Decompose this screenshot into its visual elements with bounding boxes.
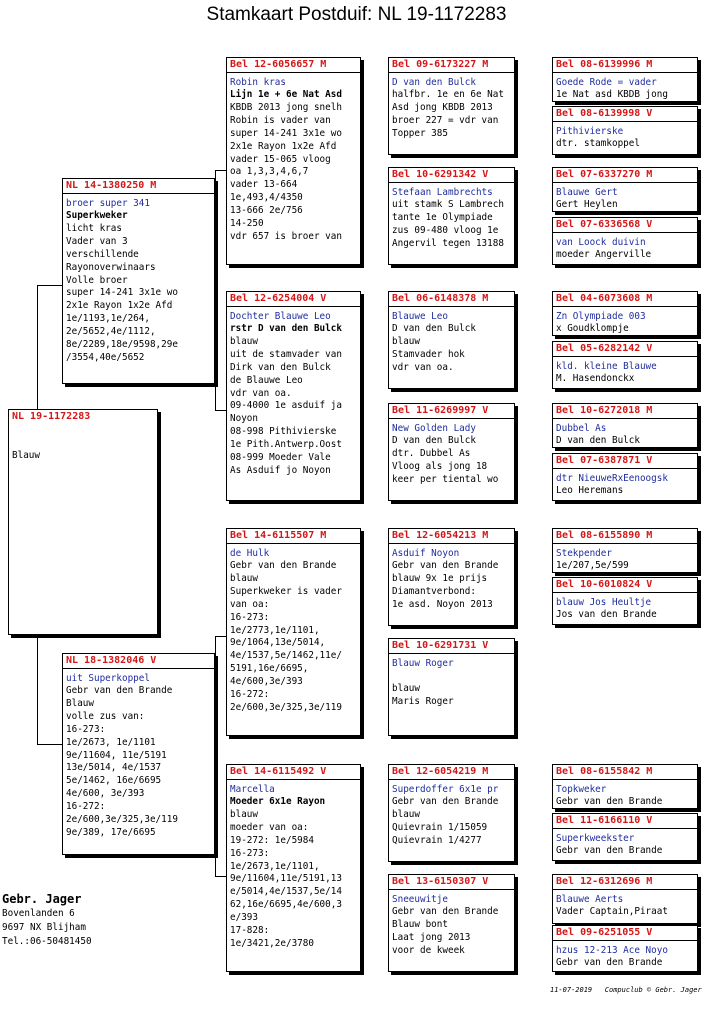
ring-number: Bel 05-6282142 V xyxy=(553,342,697,357)
note: /3554,40e/5652 xyxy=(66,351,145,363)
note: Gebr van den Brande xyxy=(392,906,499,917)
connector xyxy=(215,170,226,171)
note: Stamvader hok xyxy=(392,348,465,360)
note: Gebr van den Brande xyxy=(556,845,663,856)
note: Gebr van den Brande xyxy=(556,796,663,807)
note: 5e/1462, 16e/6695 xyxy=(66,775,162,787)
ring-number: Bel 08-6155890 M xyxy=(553,529,697,544)
pigeon-name: Stekpender xyxy=(556,548,612,559)
note: Superkweker is vader xyxy=(230,585,342,597)
pigeon-name: kld. kleine Blauwe xyxy=(556,361,657,372)
owner-street: Bovenlanden 6 xyxy=(2,908,75,919)
note: Blauw xyxy=(66,697,94,709)
note: 17-828: xyxy=(230,925,270,937)
note: Gebr van den Brande xyxy=(230,560,337,571)
note: blauw xyxy=(392,808,420,820)
pedigree-card-gen4[interactable] xyxy=(552,167,698,212)
pigeon-name: Superdoffer 6x1e pr xyxy=(392,784,499,795)
note: 16-273: xyxy=(230,847,270,859)
pedigree-card-gen2[interactable] xyxy=(226,528,361,736)
pigeon-name: dtr NieuweRxEenoogsk xyxy=(556,473,668,484)
ring-number: Bel 08-6139996 M xyxy=(553,58,697,73)
note: zus 09-480 vloog 1e xyxy=(392,224,499,236)
note: blauw xyxy=(230,808,258,820)
ring-number: Bel 12-6254004 V xyxy=(227,292,360,307)
note: 1e/2673,1e/1101, xyxy=(230,860,320,872)
pigeon-name: Dubbel As xyxy=(556,423,607,434)
pedigree-card-gen4[interactable] xyxy=(552,577,698,625)
color: Blauw xyxy=(12,450,40,461)
note: 9e/389, 17e/6695 xyxy=(66,826,156,838)
note: 1e/3421,2e/3780 xyxy=(230,937,314,949)
ring-number: NL 14-1380250 M xyxy=(63,179,214,194)
note: 1e Pith.Antwerp.Oost xyxy=(230,439,342,451)
note: D van den Bulck xyxy=(392,323,476,334)
note: super 14-241 3x1e wo xyxy=(230,127,342,139)
pigeon-name: Blauwe Aerts xyxy=(556,894,624,905)
note: 19-272: 1e/5984 xyxy=(230,834,314,846)
footer-credit: 11-07-2019 Compuclub © Gebr. Jager xyxy=(550,986,702,994)
pedigree-card-father[interactable] xyxy=(62,178,215,384)
note: 2e/5652,4e/1112, xyxy=(66,326,156,338)
pedigree-card-gen3[interactable] xyxy=(388,291,515,389)
note: Blauw bont xyxy=(392,918,448,930)
note: e/393 xyxy=(230,912,258,924)
note: blauw xyxy=(230,335,258,347)
pedigree-card-gen3[interactable] xyxy=(388,403,515,501)
pedigree-card-gen2[interactable] xyxy=(226,291,361,501)
pedigree-card-subject[interactable] xyxy=(8,409,158,635)
pigeon-name: Sneeuwitje xyxy=(392,894,448,905)
ring-number: Bel 04-6073608 M xyxy=(553,292,697,307)
note: 16-273: xyxy=(230,611,270,623)
note: 16-272: xyxy=(66,801,106,813)
owner-block xyxy=(2,891,92,949)
ring-number: Bel 07-6337270 M xyxy=(553,168,697,183)
pigeon-name: Superkweekster xyxy=(556,833,635,844)
pedigree-card-gen4[interactable] xyxy=(552,528,698,573)
owner-city: 9697 NX Blijham xyxy=(2,922,86,933)
note: Gert Heylen xyxy=(556,199,618,210)
note: 2x1e Rayon 1x2e Afd xyxy=(230,140,337,152)
note: 9e/11604,11e/5191,13 xyxy=(230,873,342,885)
ring-number: Bel 10-6010824 V xyxy=(553,578,697,593)
pigeon-name: blauw Jos Heultje xyxy=(556,597,652,608)
note: moeder van oa: xyxy=(230,821,309,833)
note: 13e/5014, 4e/1537 xyxy=(66,762,162,774)
pigeon-name: Marcella xyxy=(230,784,275,795)
connector xyxy=(215,410,226,411)
note: As Asduif jo Noyon xyxy=(230,464,331,476)
pigeon-name: de Hulk xyxy=(230,548,270,559)
note: Diamantverbond: xyxy=(392,585,476,597)
pedigree-card-gen4[interactable] xyxy=(552,341,698,389)
pigeon-name: Asduif Noyon xyxy=(392,548,460,559)
note: 14-250 xyxy=(230,218,264,230)
note: Leo Heremans xyxy=(556,485,624,496)
pedigree-card-gen3[interactable] xyxy=(388,57,515,155)
owner-name: Gebr. Jager xyxy=(2,892,82,906)
note: Vader van 3 xyxy=(66,235,128,247)
note: 1e Nat asd KBDB jong xyxy=(556,89,668,100)
note: vdr van oa. xyxy=(392,361,454,373)
ring-number: Bel 07-6387871 V xyxy=(553,454,697,469)
note: blauw 9x 1e prijs xyxy=(392,572,488,584)
note: Moeder 6x1e Rayon xyxy=(230,796,326,807)
note: e/5014,4e/1537,5e/14 xyxy=(230,886,342,898)
note: Rayonoverwinaars xyxy=(66,261,156,273)
note: blauw xyxy=(230,572,258,584)
note: 4e/1537,5e/1462,11e/ xyxy=(230,650,342,662)
note: Quievrain 1/4277 xyxy=(392,834,482,846)
note: 2e/600,3e/325,3e/119 xyxy=(66,814,178,826)
pedigree-card-gen4[interactable] xyxy=(552,57,698,102)
pigeon-name: Blauw Roger xyxy=(392,658,454,669)
pigeon-name: van Loock duivin xyxy=(556,237,646,248)
note: vader 13-664 xyxy=(230,179,298,191)
note: 1e/2673, 1e/1101 xyxy=(66,736,156,748)
ring-number: Bel 08-6155842 M xyxy=(553,765,697,780)
note: uit de stamvader van xyxy=(230,348,342,360)
note: tante 1e Olympiade xyxy=(392,211,493,223)
note: KBDB 2013 jong snelh xyxy=(230,101,342,113)
pigeon-name: Blauwe Gert xyxy=(556,187,618,198)
note: vader 15-065 vloog xyxy=(230,153,331,165)
pigeon-name: New Golden Lady xyxy=(392,423,476,434)
note: D van den Bulck xyxy=(556,435,640,446)
ring-number: Bel 08-6139998 V xyxy=(553,107,697,122)
ring-number: Bel 14-6115507 M xyxy=(227,529,360,544)
pigeon-name: Stefaan Lambrechts xyxy=(392,187,493,198)
note: dtr. Dubbel As xyxy=(392,447,471,459)
pedigree-card-gen3[interactable] xyxy=(388,638,515,736)
note: 08-999 Moeder Vale xyxy=(230,452,331,464)
ring-number: Bel 06-6148378 M xyxy=(389,292,514,307)
note: 1e/207,5e/599 xyxy=(556,560,629,571)
note: Vloog als jong 18 xyxy=(392,460,488,472)
pigeon-name: uit Superkoppel xyxy=(66,673,150,684)
note: halfbr. 1e en 6e Nat xyxy=(392,89,504,100)
pigeon-name: D van den Bulck xyxy=(392,77,476,88)
connector xyxy=(215,170,216,410)
pigeon-name: Pithivierske xyxy=(556,126,624,137)
ring-number: NL 18-1382046 V xyxy=(63,654,214,669)
note: de Blauwe Leo xyxy=(230,374,303,386)
pigeon-name: Dochter Blauwe Leo xyxy=(230,311,331,322)
note: 9e/11604, 11e/5191 xyxy=(66,749,167,761)
note: licht kras xyxy=(66,222,122,234)
ring-number: Bel 07-6336568 V xyxy=(553,218,697,233)
pedigree-card-gen3[interactable] xyxy=(388,764,515,862)
note: Quievrain 1/15059 xyxy=(392,821,488,833)
note: volle zus van: xyxy=(66,710,145,722)
note: dtr. stamkoppel xyxy=(556,138,640,149)
note: oa 1,3,3,4,6,7 xyxy=(230,166,309,178)
pedigree-card-gen3[interactable] xyxy=(388,874,515,972)
note: 1e/2773,1e/1101, xyxy=(230,624,320,636)
note: 9e/1064,13e/5014, xyxy=(230,637,326,649)
note: Asd jong KBDB 2013 xyxy=(392,101,493,113)
note: vdr 657 is broer van xyxy=(230,230,342,242)
pedigree-card-gen4[interactable] xyxy=(552,764,698,809)
page-title: Stamkaart Postduif: NL 19-1172283 xyxy=(206,4,507,25)
pedigree-card-gen4[interactable] xyxy=(552,403,698,448)
note: van oa: xyxy=(230,598,270,610)
note: broer 227 = vdr van xyxy=(392,114,499,126)
ring-number: Bel 12-6054219 M xyxy=(389,765,514,780)
pigeon-name: Robin kras xyxy=(230,77,286,88)
note: rstr D van den Bulck xyxy=(230,323,342,334)
note: 1e asd. Noyon 2013 xyxy=(392,598,493,610)
note: Angervil tegen 13188 xyxy=(392,237,504,249)
note: blauw xyxy=(392,335,420,347)
note: 8e/2289,18e/9598,29e xyxy=(66,339,178,351)
note: 16-273: xyxy=(66,723,106,735)
note: Noyon xyxy=(230,413,258,425)
note: 16-272: xyxy=(230,689,270,701)
ring-number: Bel 11-6166110 V xyxy=(553,814,697,829)
note: Volle broer xyxy=(66,274,128,286)
note: Vader Captain,Piraat xyxy=(556,906,668,917)
note: D van den Bulck xyxy=(392,435,476,446)
note: Gebr van den Brande xyxy=(66,685,173,696)
note: 2x1e Rayon 1x2e Afd xyxy=(66,300,173,312)
pedigree-card-gen3[interactable] xyxy=(388,167,515,265)
note: Jos van den Brande xyxy=(556,609,657,620)
note: Laat jong 2013 xyxy=(392,931,471,943)
pigeon-name: Goede Rode = vader xyxy=(556,77,657,88)
note: moeder Angerville xyxy=(556,249,652,260)
note: 1e/1193,1e/264, xyxy=(66,313,150,325)
ring-number: Bel 10-6291731 V xyxy=(389,639,514,654)
note: 4e/600,3e/393 xyxy=(230,676,303,688)
ring-number: Bel 10-6272018 M xyxy=(553,404,697,419)
connector xyxy=(37,285,63,286)
pigeon-name: Blauwe Leo xyxy=(392,311,448,322)
ring-number: NL 19-1172283 xyxy=(12,411,91,422)
pedigree-card-gen4[interactable] xyxy=(552,217,698,265)
note: Topper 385 xyxy=(392,127,448,139)
pigeon-name: hzus 12-213 Ace Noyo xyxy=(556,945,668,956)
connector xyxy=(37,285,38,413)
note: verschillende xyxy=(66,248,139,260)
note: Gebr van den Brande xyxy=(556,957,663,968)
connector xyxy=(215,636,216,876)
ring-number: Bel 14-6115492 V xyxy=(227,765,360,780)
pedigree-card-gen4[interactable] xyxy=(552,925,698,972)
ring-number: Bel 12-6056657 M xyxy=(227,58,360,73)
ring-number: Bel 12-6312696 M xyxy=(553,875,697,890)
note: blauw xyxy=(392,683,420,694)
note: M. Hasendonckx xyxy=(556,373,635,384)
note: 4e/600, 3e/393 xyxy=(66,788,145,800)
pedigree-card-gen4[interactable] xyxy=(552,813,698,861)
ring-number: Bel 13-6150307 V xyxy=(389,875,514,890)
pedigree-card-gen4[interactable] xyxy=(552,874,698,924)
pedigree-card-mother[interactable] xyxy=(62,653,215,855)
pigeon-name: Topkweker xyxy=(556,784,607,795)
note: super 14-241 3x1e wo xyxy=(66,287,178,299)
connector xyxy=(37,744,63,745)
ring-number: Bel 09-6173227 M xyxy=(389,58,514,73)
note: 2e/600,3e/325,3e/119 xyxy=(230,701,342,713)
note: Superkweker xyxy=(66,210,128,221)
note: Gebr van den Brande xyxy=(392,796,499,807)
pigeon-name: Zn Olympiade 003 xyxy=(556,311,646,322)
owner-phone: Tel.:06-50481450 xyxy=(2,936,92,947)
ring-number: Bel 09-6251055 V xyxy=(553,926,697,941)
pedigree-card-gen2[interactable] xyxy=(226,57,361,265)
note: 5191,16e/6695, xyxy=(230,663,309,675)
note: x Goudklompje xyxy=(556,323,629,334)
note: vdr van oa. xyxy=(230,387,292,399)
note: Gebr van den Brande xyxy=(392,560,499,571)
note: Dirk van den Bulck xyxy=(230,361,331,373)
pigeon-name: broer super 341 xyxy=(66,198,150,209)
connector xyxy=(215,876,226,877)
ring-number: Bel 12-6054213 M xyxy=(389,529,514,544)
pedigree-card-gen4[interactable] xyxy=(552,453,698,501)
ring-number: Bel 10-6291342 V xyxy=(389,168,514,183)
note: 1e,493,4/4350 xyxy=(230,192,303,204)
ring-number: Bel 11-6269997 V xyxy=(389,404,514,419)
note: Robin is vader van xyxy=(230,114,331,126)
note: 62,16e/6695,4e/600,3 xyxy=(230,899,342,911)
note: 08-998 Pithivierske xyxy=(230,426,337,438)
note: voor de kweek xyxy=(392,944,465,956)
pedigree-card-gen4[interactable] xyxy=(552,291,698,336)
note: uit stamk S Lambrech xyxy=(392,199,504,210)
note: Lijn 1e + 6e Nat Asd xyxy=(230,89,342,100)
note: keer per tiental wo xyxy=(392,473,499,485)
note: 09-4000 1e asduif ja xyxy=(230,400,342,412)
connector xyxy=(215,636,226,637)
note: Maris Roger xyxy=(392,695,454,707)
note: 13-666 2e/756 xyxy=(230,205,303,217)
pedigree-card-gen3[interactable] xyxy=(388,528,515,626)
pedigree-card-gen4[interactable] xyxy=(552,106,698,155)
pedigree-card-gen2[interactable] xyxy=(226,764,361,972)
